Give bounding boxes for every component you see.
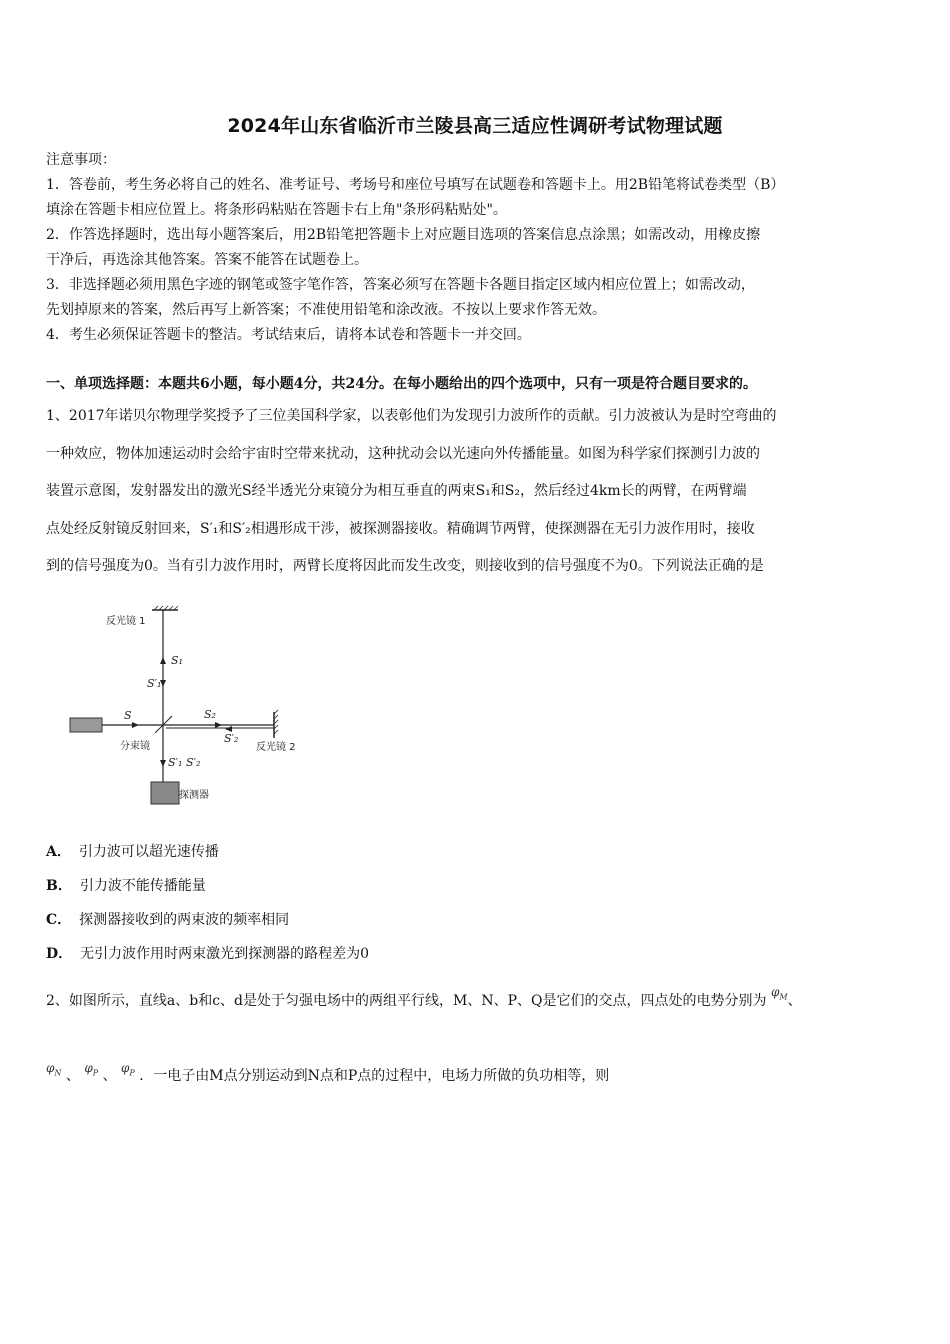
mirror-1-label: 反光镜 1	[106, 616, 146, 627]
notice-block	[46, 148, 916, 348]
notice-line: 填涂在答题卡相应位置上。将条形码粘贴在答题卡右上角"条形码粘贴处"。	[46, 202, 507, 218]
notice-line: 4．考生必须保证答题卡的整洁。考试结束后，请将本试卷和答题卡一并交回。	[46, 327, 531, 343]
question-line: 点处经反射镜反射回来，S′₁和S′₂相遇形成干涉，被探测器接收。精确调节两臂，使探测器在无引力波作用时，接收	[46, 520, 755, 537]
phi-p-symbol: $\varphi_P$	[84, 1061, 99, 1078]
option-text: 引力波可以超光速传播	[78, 844, 219, 860]
s2p-label: S′₂	[224, 732, 239, 745]
s2-label: S₂	[204, 708, 216, 721]
notice-line: 2．作答选择题时，选出每小题答案后，用2B铅笔把答题卡上对应题目选项的答案信息点涂黑；如需改动，用橡皮擦	[46, 227, 761, 243]
mirror-2-label: 反光镜 2	[256, 742, 296, 753]
s1p-label: S′₁	[147, 677, 162, 690]
option-letter: D．	[46, 946, 73, 962]
s2-arrow	[215, 722, 222, 728]
output-arrow	[160, 760, 166, 767]
question-2-line-2	[46, 1061, 610, 1092]
page-title: 2024年山东省临沂市兰陵县高三适应性调研考试物理试题	[227, 115, 723, 137]
option-a[interactable]	[46, 841, 219, 863]
notice-line: 先划掉原来的答案，然后再写上新答案；不准使用铅笔和涂改液。不按以上要求作答无效。	[46, 302, 606, 318]
option-text: 探测器接收到的两束波的频率相同	[79, 912, 290, 928]
splitter-label: 分束镜	[120, 741, 150, 752]
question-line: 一种效应，物体加速运动时会给宇宙时空带来扰动，这种扰动会以光速向外传播能量。如图为科学家们探测引力波的	[46, 445, 760, 462]
detector-label: 探测器	[179, 790, 209, 801]
notice-line: 1．答卷前，考生务必将自己的姓名、准考证号、考场号和座位号填写在试题卷和答题卡上。用2B铅笔将试卷类型（B）	[46, 177, 785, 193]
separator: 、	[787, 993, 802, 1009]
phi-m-symbol: $\varphi_M$	[770, 985, 788, 1002]
notice-line: 干净后，再选涂其他答案。答案不能答在试题卷上。	[46, 252, 368, 268]
question-line: 装置示意图，发射器发出的激光S经半透光分束镜分为相互垂直的两束S₁和S₂，然后经过4km长的两臂，在两臂端	[46, 483, 747, 500]
s1-label: S₁	[171, 654, 183, 667]
option-d[interactable]	[46, 943, 369, 965]
detector	[151, 782, 179, 804]
s-label: S	[124, 709, 132, 722]
s-arrow	[132, 722, 139, 728]
section-heading: 一、单项选择题：本题共6小题，每小题4分，共24分。在每小题给出的四个选项中，只有一项是符合题目要求的。	[46, 376, 757, 392]
phi-p-symbol: $\varphi_P$	[121, 1061, 135, 1078]
option-b[interactable]	[46, 875, 206, 897]
option-letter: B．	[46, 878, 72, 894]
output-label: S′₁ S′₂	[168, 756, 201, 769]
option-letter: A．	[46, 844, 71, 860]
question-line: 到的信号强度为0。当有引力波作用时，两臂长度将因此而发生改变，则接收到的信号强度不为0。下列说法正确的是	[46, 558, 764, 575]
s1-arrow	[160, 657, 166, 664]
option-c[interactable]	[46, 909, 289, 931]
separator: 、	[65, 1068, 80, 1084]
option-letter: C．	[46, 912, 72, 928]
laser-source	[70, 718, 102, 732]
notice-line: 3．非选择题必须用黑色字迹的钢笔或签字笔作答，答案必须写在答题卡各题目指定区域内相应位置上；如需改动，	[46, 277, 755, 293]
separator: 、	[102, 1068, 117, 1084]
option-text: 无引力波作用时两束激光到探测器的路程差为0	[80, 946, 370, 962]
question-text: ．一电子由M点分别运动到N点和P点的过程中，电场力所做的负功相等，则	[139, 1068, 610, 1084]
question-1-stem	[46, 398, 908, 586]
interferometer-diagram	[60, 600, 320, 810]
option-text: 引力波不能传播能量	[79, 878, 206, 894]
phi-n-symbol: $\varphi_N$	[46, 1061, 62, 1078]
notice-heading: 注意事项：	[46, 152, 116, 168]
question-line: 1、2017年诺贝尔物理学奖授予了三位美国科学家，以表彰他们为发现引力波所作的贡献。引力波被认为是时空弯曲的	[46, 408, 777, 424]
question-text: 2、如图所示，直线a、b和c、d是处于匀强电场中的两组平行线，M、N、P、Q是它们的交点，四点处的电势分别为	[46, 993, 767, 1009]
question-2-line-1	[46, 985, 802, 1017]
